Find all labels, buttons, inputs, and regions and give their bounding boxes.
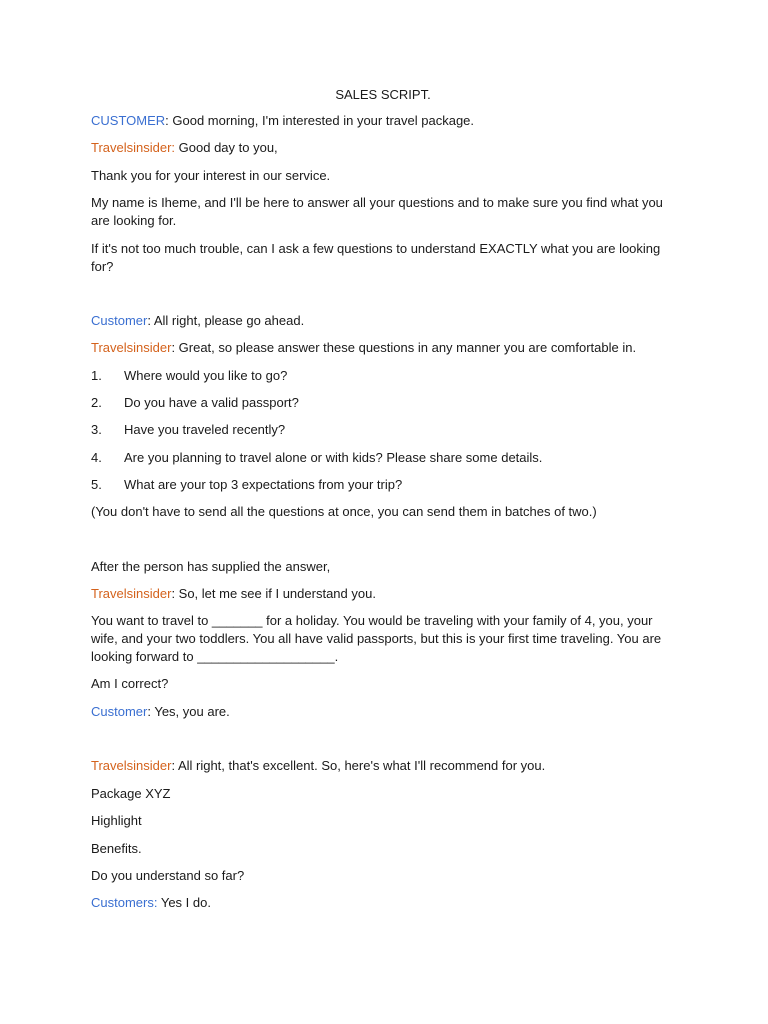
- paragraph: Benefits.: [91, 841, 142, 856]
- paragraph: Do you understand so far?: [91, 868, 245, 883]
- dialogue-text: Good day to you,: [175, 140, 278, 155]
- dialogue-line: [91, 757, 681, 775]
- list-number: 2.: [91, 395, 102, 410]
- list-number: 5.: [91, 477, 102, 492]
- speaker-travelsinsider: Travelsinsider: [91, 586, 172, 601]
- document-page: [91, 0, 681, 1024]
- speaker-customer: CUSTOMER: [91, 113, 166, 128]
- dialogue-text: : Good morning, I'm interested in your travel package.: [165, 113, 475, 128]
- paragraph: Highlight: [91, 813, 142, 828]
- page-title: SALES SCRIPT.: [335, 87, 431, 102]
- dialogue-text: : So, let me see if I understand you.: [171, 586, 376, 601]
- list-item: [91, 476, 681, 494]
- list-item: [91, 421, 681, 439]
- dialogue-line: [91, 339, 681, 357]
- list-item-text: Where would you like to go?: [124, 368, 288, 383]
- speaker-customer: Customer: [91, 704, 148, 719]
- paragraph: Package XYZ: [91, 786, 171, 801]
- dialogue-text: : All right, that's excellent. So, here's what I'll recommend for you.: [171, 758, 546, 773]
- paragraph: Thank you for your interest in our service.: [91, 168, 331, 183]
- dialogue-line: [91, 312, 681, 330]
- speaker-travelsinsider: Travelsinsider: [91, 758, 172, 773]
- list-number: 1.: [91, 368, 102, 383]
- list-number: 4.: [91, 450, 102, 465]
- speaker-customer: Customers:: [91, 895, 158, 910]
- paragraph: (You don't have to send all the questions at once, you can send them in batches of two.): [91, 504, 597, 519]
- paragraph: Am I correct?: [91, 676, 169, 691]
- dialogue-line: [91, 703, 681, 721]
- paragraph: My name is Iheme, and I'll be here to answer all your questions and to make sure you find what you are looking for.: [91, 195, 663, 228]
- dialogue-text: : Yes, you are.: [147, 704, 230, 719]
- speaker-travelsinsider: Travelsinsider:: [91, 140, 176, 155]
- list-item-text: Are you planning to travel alone or with kids? Please share some details.: [124, 450, 543, 465]
- dialogue-line: [91, 139, 681, 157]
- list-item: [91, 449, 681, 467]
- list-item: [91, 367, 681, 385]
- dialogue-line: [91, 585, 681, 603]
- paragraph: After the person has supplied the answer,: [91, 559, 331, 574]
- list-item-text: Have you traveled recently?: [124, 422, 286, 437]
- list-item-text: What are your top 3 expectations from your trip?: [124, 477, 403, 492]
- paragraph: If it's not too much trouble, can I ask a few questions to understand EXACTLY what you are looking for?: [91, 241, 661, 274]
- list-number: 3.: [91, 422, 102, 437]
- dialogue-line: [91, 112, 681, 130]
- dialogue-text: : All right, please go ahead.: [147, 313, 305, 328]
- dialogue-line: [91, 894, 681, 912]
- dialogue-text: Yes I do.: [157, 895, 211, 910]
- list-item-text: Do you have a valid passport?: [124, 395, 299, 410]
- dialogue-text: : Great, so please answer these questions in any manner you are comfortable in.: [171, 340, 637, 355]
- list-item: [91, 394, 681, 412]
- speaker-customer: Customer: [91, 313, 148, 328]
- speaker-travelsinsider: Travelsinsider: [91, 340, 172, 355]
- paragraph: You want to travel to _______ for a holiday. You would be traveling with your family of 4, you, your wife, and your two toddlers. You all have valid passports, but this is your first time traveling. You are looking forward to ___________________.: [91, 613, 662, 664]
